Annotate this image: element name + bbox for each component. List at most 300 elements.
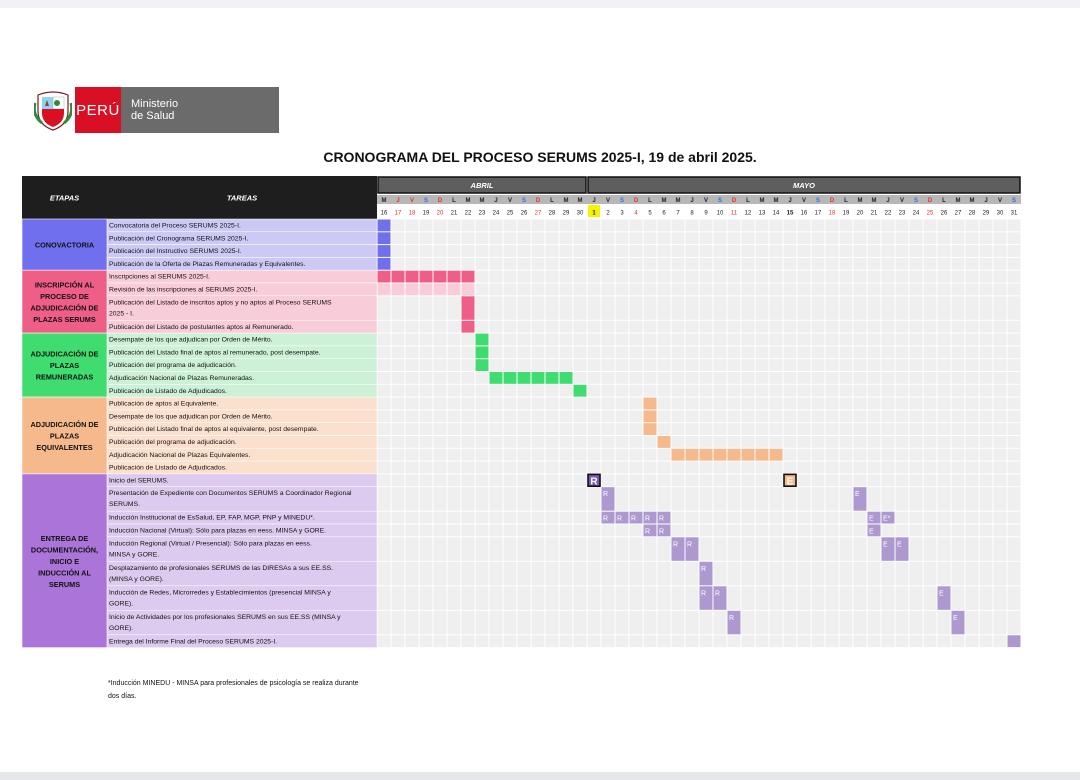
- grid-cell: [784, 487, 797, 511]
- grid-cell: [1008, 296, 1021, 320]
- grid-cell: [560, 346, 573, 358]
- grid-cell: [490, 271, 503, 283]
- grid-cell: [504, 586, 517, 610]
- gantt-bar: [462, 296, 475, 320]
- grid-cell: [378, 346, 391, 358]
- grid-cell: [770, 474, 783, 486]
- grid-cell: [826, 462, 839, 474]
- footnote: *Inducción MINEDU - MINSA para profesionales de psicología se realiza durante dos días.: [108, 680, 359, 700]
- grid-cell: [966, 385, 979, 397]
- task-label: Inscripciones al SERUMS 2025-I.: [109, 273, 210, 281]
- grid-cell: [462, 372, 475, 384]
- grid-cell: [658, 398, 671, 410]
- day-number: 26: [940, 210, 948, 217]
- grid-cell: [434, 462, 447, 474]
- grid-cell: [574, 449, 587, 461]
- grid-cell: [448, 474, 461, 486]
- grid-cell: [938, 346, 951, 358]
- grid-cell: [420, 410, 433, 422]
- day-number: 4: [634, 210, 638, 217]
- grid-cell: [896, 284, 909, 296]
- grid-cell: [854, 512, 867, 524]
- gantt-bar: [546, 372, 559, 384]
- grid-cell: [882, 271, 895, 283]
- grid-cell: [644, 220, 657, 232]
- grid-cell: [812, 271, 825, 283]
- grid-cell: [868, 462, 881, 474]
- grid-cell: [910, 321, 923, 333]
- grid-cell: [602, 321, 615, 333]
- grid-cell: [686, 232, 699, 244]
- grid-cell: [420, 512, 433, 524]
- grid-cell: [798, 474, 811, 486]
- grid-cell: [546, 385, 559, 397]
- gantt-bar: [378, 220, 391, 232]
- grid-cell: [448, 449, 461, 461]
- weekday-label: J: [396, 198, 400, 204]
- grid-cell: [532, 334, 545, 346]
- grid-cell: [476, 525, 489, 537]
- grid-cell: [434, 423, 447, 435]
- grid-cell: [560, 449, 573, 461]
- grid-cell: [840, 487, 853, 511]
- grid-cell: [840, 296, 853, 320]
- gantt-mark: E: [939, 590, 944, 598]
- grid-cell: [644, 296, 657, 320]
- grid-cell: [742, 232, 755, 244]
- grid-cell: [686, 271, 699, 283]
- grid-cell: [406, 385, 419, 397]
- grid-cell: [504, 410, 517, 422]
- grid-cell: [770, 220, 783, 232]
- grid-cell: [518, 525, 531, 537]
- coat-of-arms-icon: [31, 87, 75, 133]
- grid-cell: [728, 245, 741, 257]
- grid-cell: [546, 474, 559, 486]
- grid-cell: [882, 586, 895, 610]
- grid-cell: [728, 321, 741, 333]
- gantt-mark: R: [603, 491, 609, 499]
- grid-cell: [728, 296, 741, 320]
- grid-cell: [546, 232, 559, 244]
- grid-cell: [980, 284, 993, 296]
- grid-cell: [742, 398, 755, 410]
- grid-cell: [476, 245, 489, 257]
- gantt-bar: [434, 271, 447, 283]
- grid-cell: [854, 449, 867, 461]
- grid-cell: [742, 346, 755, 358]
- grid-cell: [560, 321, 573, 333]
- grid-cell: [490, 562, 503, 586]
- grid-cell: [378, 562, 391, 586]
- weekday-label: V: [997, 198, 1003, 204]
- grid-cell: [574, 537, 587, 561]
- grid-cell: [840, 284, 853, 296]
- grid-cell: [994, 512, 1007, 524]
- grid-cell: [672, 385, 685, 397]
- grid-cell: [504, 525, 517, 537]
- day-number: 7: [676, 210, 680, 217]
- grid-cell: [644, 271, 657, 283]
- task-label: Presentación de Expediente con Documentos SERUMS a Coordinador Regional: [109, 490, 352, 498]
- grid-cell: [504, 271, 517, 283]
- grid-cell: [756, 296, 769, 320]
- grid-cell: [770, 334, 783, 346]
- grid-cell: [840, 372, 853, 384]
- grid-cell: [966, 436, 979, 448]
- grid-cell: [392, 512, 405, 524]
- grid-cell: [784, 449, 797, 461]
- grid-cell: [728, 436, 741, 448]
- grid-cell: [560, 245, 573, 257]
- grid-cell: [910, 372, 923, 384]
- grid-cell: [476, 611, 489, 635]
- grid-cell: [588, 586, 601, 610]
- grid-cell: [574, 611, 587, 635]
- grid-cell: [686, 372, 699, 384]
- grid-cell: [924, 525, 937, 537]
- grid-cell: [602, 423, 615, 435]
- grid-cell: [574, 232, 587, 244]
- grid-cell: [588, 232, 601, 244]
- grid-cell: [728, 635, 741, 647]
- grid-cell: [742, 635, 755, 647]
- grid-cell: [574, 372, 587, 384]
- grid-cell: [742, 258, 755, 270]
- grid-cell: [588, 284, 601, 296]
- grid-cell: [420, 385, 433, 397]
- grid-cell: [784, 398, 797, 410]
- grid-cell: [994, 372, 1007, 384]
- grid-cell: [952, 449, 965, 461]
- grid-cell: [924, 258, 937, 270]
- grid-cell: [798, 525, 811, 537]
- grid-cell: [434, 372, 447, 384]
- grid-cell: [742, 423, 755, 435]
- grid-cell: [630, 410, 643, 422]
- grid-cell: [980, 512, 993, 524]
- grid-cell: [728, 562, 741, 586]
- grid-cell: [392, 359, 405, 371]
- grid-cell: [532, 359, 545, 371]
- grid-cell: [994, 562, 1007, 586]
- grid-cell: [742, 321, 755, 333]
- grid-cell: [756, 537, 769, 561]
- gantt-bar: [1008, 635, 1021, 647]
- grid-cell: [378, 436, 391, 448]
- grid-cell: [980, 635, 993, 647]
- grid-cell: [952, 296, 965, 320]
- grid-cell: [994, 284, 1007, 296]
- gantt-bar: [462, 321, 475, 333]
- grid-cell: [798, 385, 811, 397]
- grid-cell: [560, 398, 573, 410]
- grid-cell: [504, 232, 517, 244]
- grid-cell: [616, 537, 629, 561]
- grid-cell: [854, 611, 867, 635]
- gantt-bar: [644, 410, 657, 422]
- grid-cell: [994, 635, 1007, 647]
- grid-cell: [854, 245, 867, 257]
- grid-cell: [420, 220, 433, 232]
- grid-cell: [602, 474, 615, 486]
- grid-cell: [616, 372, 629, 384]
- day-number: 18: [828, 210, 836, 217]
- grid-cell: [924, 410, 937, 422]
- grid-cell: [560, 635, 573, 647]
- grid-cell: [784, 436, 797, 448]
- grid-cell: [798, 296, 811, 320]
- grid-cell: [714, 271, 727, 283]
- grid-cell: [686, 462, 699, 474]
- grid-cell: [980, 525, 993, 537]
- grid-cell: [616, 462, 629, 474]
- grid-cell: [1008, 334, 1021, 346]
- grid-cell: [812, 321, 825, 333]
- grid-cell: [560, 562, 573, 586]
- grid-cell: [742, 359, 755, 371]
- grid-cell: [630, 271, 643, 283]
- grid-cell: [938, 562, 951, 586]
- grid-cell: [560, 525, 573, 537]
- grid-cell: [938, 512, 951, 524]
- grid-cell: [938, 372, 951, 384]
- grid-cell: [448, 635, 461, 647]
- grid-cell: [784, 512, 797, 524]
- grid-cell: [546, 359, 559, 371]
- day-number: 17: [394, 210, 402, 217]
- task-label: Publicación del Listado final de aptos al equivalente, post desempate.: [109, 426, 319, 434]
- grid-cell: [602, 359, 615, 371]
- grid-cell: [882, 449, 895, 461]
- grid-cell: [812, 487, 825, 511]
- grid-cell: [672, 410, 685, 422]
- grid-cell: [882, 385, 895, 397]
- grid-cell: [588, 512, 601, 524]
- gantt-bar: [672, 449, 685, 461]
- grid-cell: [518, 359, 531, 371]
- grid-cell: [938, 436, 951, 448]
- grid-cell: [966, 321, 979, 333]
- grid-cell: [952, 359, 965, 371]
- grid-cell: [1008, 220, 1021, 232]
- grid-cell: [994, 474, 1007, 486]
- grid-cell: [840, 423, 853, 435]
- grid-cell: [1008, 462, 1021, 474]
- grid-cell: [896, 321, 909, 333]
- grid-cell: [518, 436, 531, 448]
- grid-cell: [434, 359, 447, 371]
- grid-cell: [1008, 372, 1021, 384]
- weekday-label: M: [577, 198, 583, 204]
- grid-cell: [392, 398, 405, 410]
- grid-cell: [504, 423, 517, 435]
- grid-cell: [924, 271, 937, 283]
- grid-cell: [574, 258, 587, 270]
- month-label-0: ABRIL: [470, 181, 494, 190]
- day-number: 18: [408, 210, 416, 217]
- grid-cell: [910, 296, 923, 320]
- gantt-mark: R: [617, 515, 623, 523]
- grid-cell: [812, 346, 825, 358]
- grid-cell: [504, 346, 517, 358]
- weekday-label: L: [844, 198, 848, 204]
- grid-cell: [952, 586, 965, 610]
- gantt-bar: [448, 284, 461, 296]
- grid-cell: [840, 271, 853, 283]
- grid-cell: [406, 359, 419, 371]
- grid-cell: [644, 487, 657, 511]
- grid-cell: [812, 449, 825, 461]
- gantt-bar: [420, 284, 433, 296]
- ministry-line-2: de Salud: [131, 110, 175, 122]
- grid-cell: [490, 398, 503, 410]
- grid-cell: [686, 245, 699, 257]
- grid-cell: [994, 271, 1007, 283]
- grid-cell: [1008, 346, 1021, 358]
- grid-cell: [616, 258, 629, 270]
- grid-cell: [672, 525, 685, 537]
- grid-cell: [630, 232, 643, 244]
- grid-cell: [434, 220, 447, 232]
- weekday-label: M: [675, 198, 681, 204]
- grid-cell: [714, 525, 727, 537]
- grid-cell: [938, 258, 951, 270]
- grid-cell: [812, 398, 825, 410]
- grid-cell: [504, 258, 517, 270]
- grid-cell: [406, 423, 419, 435]
- grid-cell: [868, 398, 881, 410]
- grid-cell: [560, 474, 573, 486]
- grid-cell: [602, 245, 615, 257]
- grid-cell: [826, 271, 839, 283]
- weekday-label: J: [494, 198, 498, 204]
- grid-cell: [1008, 245, 1021, 257]
- grid-cell: [406, 258, 419, 270]
- grid-cell: [574, 410, 587, 422]
- day-number: 16: [800, 210, 808, 217]
- grid-cell: [1008, 271, 1021, 283]
- grid-cell: [420, 487, 433, 511]
- grid-cell: [616, 525, 629, 537]
- task-label: Desempate de los que adjudican por Orden de Mérito.: [109, 336, 273, 344]
- grid-cell: [406, 537, 419, 561]
- grid-cell: [602, 462, 615, 474]
- grid-cell: [686, 258, 699, 270]
- grid-cell: [476, 321, 489, 333]
- grid-cell: [532, 258, 545, 270]
- gantt-mark: R: [631, 515, 637, 523]
- grid-cell: [882, 220, 895, 232]
- grid-cell: [840, 220, 853, 232]
- grid-cell: [882, 562, 895, 586]
- grid-cell: [658, 474, 671, 486]
- grid-cell: [700, 474, 713, 486]
- grid-cell: [700, 232, 713, 244]
- grid-cell: [952, 474, 965, 486]
- grid-cell: [854, 462, 867, 474]
- grid-cell: [378, 449, 391, 461]
- grid-cell: [882, 410, 895, 422]
- grid-cell: [770, 410, 783, 422]
- grid-cell: [868, 635, 881, 647]
- schedule-grid: [22, 176, 1032, 664]
- grid-cell: [504, 462, 517, 474]
- grid-cell: [406, 398, 419, 410]
- grid-cell: [756, 271, 769, 283]
- grid-cell: [658, 359, 671, 371]
- grid-cell: [770, 372, 783, 384]
- grid-cell: [742, 245, 755, 257]
- grid-cell: [392, 372, 405, 384]
- grid-cell: [1008, 487, 1021, 511]
- grid-cell: [546, 487, 559, 511]
- grid-cell: [434, 321, 447, 333]
- grid-cell: [462, 398, 475, 410]
- grid-cell: [924, 474, 937, 486]
- grid-cell: [742, 385, 755, 397]
- grid-cell: [546, 512, 559, 524]
- grid-cell: [392, 232, 405, 244]
- weekday-label: S: [717, 198, 723, 204]
- grid-cell: [868, 436, 881, 448]
- grid-cell: [490, 296, 503, 320]
- weekday-label: S: [423, 198, 429, 204]
- grid-cell: [798, 334, 811, 346]
- grid-cell: [574, 436, 587, 448]
- grid-cell: [700, 525, 713, 537]
- grid-cell: [490, 284, 503, 296]
- grid-cell: [700, 436, 713, 448]
- grid-cell: [784, 220, 797, 232]
- day-number: 17: [814, 210, 822, 217]
- start-badge-label: E: [786, 476, 794, 488]
- grid-cell: [462, 385, 475, 397]
- grid-cell: [728, 487, 741, 511]
- grid-cell: [686, 586, 699, 610]
- grid-cell: [756, 398, 769, 410]
- grid-cell: [518, 487, 531, 511]
- grid-cell: [616, 359, 629, 371]
- day-number: 25: [506, 210, 514, 217]
- grid-cell: [476, 232, 489, 244]
- grid-cell: [1008, 385, 1021, 397]
- grid-cell: [952, 271, 965, 283]
- grid-cell: [952, 562, 965, 586]
- grid-cell: [868, 271, 881, 283]
- grid-cell: [420, 296, 433, 320]
- grid-cell: [1008, 586, 1021, 610]
- top-band: [0, 0, 1080, 8]
- grid-cell: [448, 385, 461, 397]
- grid-cell: [462, 586, 475, 610]
- grid-cell: [532, 271, 545, 283]
- grid-cell: [588, 359, 601, 371]
- month-label-1: MAYO: [793, 181, 815, 190]
- grid-cell: [770, 232, 783, 244]
- grid-cell: [616, 346, 629, 358]
- grid-cell: [686, 487, 699, 511]
- grid-cell: [924, 586, 937, 610]
- grid-cell: [378, 525, 391, 537]
- grid-cell: [406, 296, 419, 320]
- grid-cell: [882, 462, 895, 474]
- grid-cell: [756, 512, 769, 524]
- grid-cell: [588, 410, 601, 422]
- grid-cell: [980, 423, 993, 435]
- grid-cell: [378, 359, 391, 371]
- grid-cell: [476, 512, 489, 524]
